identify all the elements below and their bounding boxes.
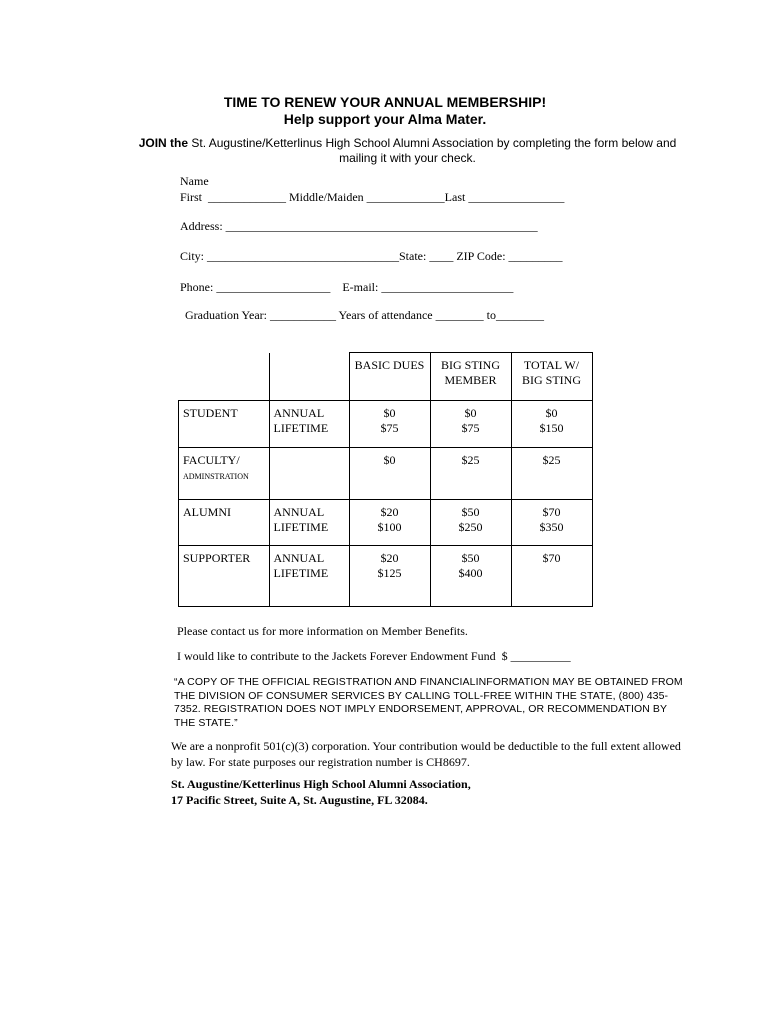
category-cell: ALUMNI (179, 500, 270, 546)
basic-dues-cell: $0 (349, 448, 430, 500)
name-fields[interactable]: First _____________ Middle/Maiden _____________Last ________________ (180, 190, 565, 204)
graduation-fields[interactable]: Graduation Year: ___________ Years of attendance ________ to________ (185, 308, 544, 322)
contribution-field[interactable]: I would like to contribute to the Jackets Forever Endowment Fund $ __________ (177, 649, 571, 663)
table-row-faculty (179, 448, 593, 500)
intro-lead: JOIN the (138, 136, 189, 150)
membership-fees-table (178, 352, 593, 607)
plan-cell: ANNUAL LIFETIME (269, 500, 349, 546)
basic-dues-cell: $0 $75 (349, 401, 430, 448)
plan-cell: ANNUAL LIFETIME (269, 401, 349, 448)
table-row-alumni (179, 500, 593, 546)
page-title (0, 94, 770, 128)
basic-dues-cell: $20 $100 (349, 500, 430, 546)
table-header-row (179, 353, 593, 401)
blank-cell (269, 353, 349, 401)
mailing-address (171, 776, 681, 808)
big-sting-cell: $50 $400 (430, 546, 511, 607)
name-label: Name (180, 174, 209, 188)
table-row-supporter (179, 546, 593, 607)
address-line-2: 17 Pacific Street, Suite A, St. Augustine, FL 32084. (171, 793, 428, 807)
address-line-1: St. Augustine/Ketterlinus High School Alumni Association, (171, 777, 471, 791)
big-sting-cell: $50 $250 (430, 500, 511, 546)
phone-email-fields[interactable]: Phone: ___________________ E-mail: ______________________ (180, 280, 514, 294)
big-sting-cell: $0 $75 (430, 401, 511, 448)
total-cell: $25 (511, 448, 592, 500)
blank-cell (179, 353, 270, 401)
big-sting-cell: $25 (430, 448, 511, 500)
plan-cell (269, 448, 349, 500)
total-cell: $70 (511, 546, 592, 607)
category-cell: SUPPORTER (179, 546, 270, 607)
total-cell: $0 $150 (511, 401, 592, 448)
registration-disclaimer: “A COPY OF THE OFFICIAL REGISTRATION AND FINANCIALINFORMATION MAY BE OBTAINED FROM THE DIVISION OF CONSUMER SERVICES BY CALLING TOLL-FREE WITHIN THE STATE, (800) 435-7352. REGISTRATION DOES NOT IMPLY ENDORSEMENT, APPROVAL, OR RECOMMENDATION BY THE STATE.” (174, 676, 683, 729)
category-sub-label: ADMINSTRATION (183, 472, 249, 481)
category-cell: FACULTY/ ADMINSTRATION (179, 448, 270, 500)
plan-cell: ANNUAL LIFETIME (269, 546, 349, 607)
table-row-student (179, 401, 593, 448)
intro-paragraph (130, 136, 685, 166)
header-basic-dues: BASIC DUES (349, 353, 430, 401)
basic-dues-cell: $20 $125 (349, 546, 430, 607)
total-cell: $70 $350 (511, 500, 592, 546)
nonprofit-statement: We are a nonprofit 501(c)(3) corporation. Your contribution would be deductible to the full extent allowed by law. For state purposes our registration number is CH8697. (171, 739, 681, 769)
intro-text: St. Augustine/Ketterlinus High School Alumni Association by completing the form below and mailing it with your check. (188, 136, 677, 165)
header-total-big-sting: TOTAL W/ BIG STING (511, 353, 592, 401)
address-field[interactable]: Address: ____________________________________________________ (180, 219, 538, 233)
contact-note: Please contact us for more information on Member Benefits. (177, 624, 468, 638)
category-cell: STUDENT (179, 401, 270, 448)
header-big-sting-member: BIG STING MEMBER (430, 353, 511, 401)
title-line-1: TIME TO RENEW YOUR ANNUAL MEMBERSHIP! (223, 94, 547, 110)
title-line-2: Help support your Alma Mater. (283, 111, 487, 127)
city-state-zip-fields[interactable]: City: ________________________________State: ____ ZIP Code: _________ (180, 249, 563, 263)
